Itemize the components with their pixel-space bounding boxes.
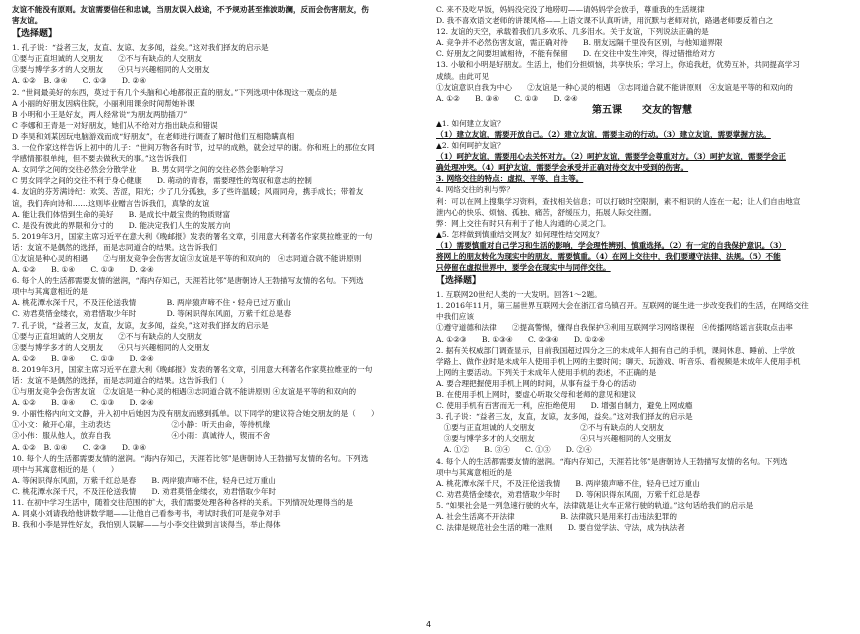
text-line: A. 女同学之间的交往必然会分散学业 B. 男女同学之间的交往必然会影响学习 [12, 165, 284, 175]
text-line: 6. 每个人的生活都需要友情的滋润，“海内存知己，天涯若比邻”是唐朝诗人王勃描写友情的名句。下列选 [12, 276, 364, 286]
text-line: 话：友谊不是偶然的选择，而是志同道合的结果。这告诉我们 [12, 242, 218, 252]
text-line: A. 社会生活离不开法律 B. 法律就只是用来打击违法犯罪的 [436, 512, 677, 522]
text-line: A. 能让我们体悟到生命的美好 B. 是成长中最宝贵的物质财富 [12, 209, 231, 219]
text-line: 害友谊。 [12, 16, 43, 26]
text-line: 泄内心的快乐、烦恼、孤独、痛苦，舒缓压力，拓展人际交往圈。 [436, 207, 657, 217]
text-line: C. 来不及吃早饭，妈妈没完没了地唠叨——请妈妈学会放手，尊重我的生活规律 [436, 5, 705, 14]
text-line: ①要与正直坦诚的人交朋友 ②不与有缺点的人交朋友 [436, 423, 664, 433]
text-line: C. 劝君莫惜金缕衣，劝君惜取少年时 D. 等闲识得东风面，万紫千红总是春 [436, 489, 701, 499]
text-line: 5. 2019年3月，国家主席习近平在意大利《晚邮报》发表的署名文章，引用意大利著名作家莫拉维亚的一句 [12, 231, 373, 241]
text-line: A. 要合理把握使用手机上网的时间，从事有益于身心的活动 [436, 378, 637, 388]
text-line: ①与朋友竞争会伤害友谊 ②友谊是一种心灵的相遇③志同道合就不能讲原则 ④友谊是平等的和双向的 [12, 387, 357, 397]
text-line: A. 同桌小刘请我给他讲数学题——让他自己看参考书，考试时我们可是竞争对手 [12, 509, 281, 519]
page-number: 4 [426, 620, 432, 629]
text-line: A. ①②③ B. ①③④ C. ②③④ D. ①②④ [436, 334, 605, 344]
text-line: 项中与其寓意相近的是 [436, 467, 512, 477]
text-line: A. ①② B. ①④ C. ①③ D. ②④ [12, 265, 154, 275]
text-line: C. 是没有彼此的界限和分寸的 D. 能决定我们人生的发展方向 [12, 220, 231, 230]
text-line: （1）呵护友谊，需要用心去关怀对方。（2）呵护友谊，需要学会尊重对方。（3）呵护友谊，需要学会正 [436, 152, 786, 162]
text-line: 4. 网络交往的利与弊？ [436, 185, 515, 195]
text-line: C. 桃花潭水深千尺，不及汪伦送我情 D. 劝君莫惜金缕衣，劝君惜取少年时 [12, 486, 277, 496]
text-line: 3. 一位作家这样告诉上初中的儿子：“世间万物各有时节，过早的成熟，就会过早的谢。你和班上的那位女同 [12, 143, 375, 153]
text-line: C. 好朋友之间要坦诚相待，不能有保留 D. 在交往中发生冲突，得过错推给对方 [436, 49, 716, 59]
text-line: ①遵守道德和法律 ②提高警惕，懂得自我保护③利用互联网学习网络课程 ④传播网络谣言获取点击率 [436, 323, 793, 333]
text-line: ③要与博学多才的人交朋友 ④只与兴趣相同的人交朋友 [12, 342, 210, 352]
text-line: A. 竞争并不必然伤害友谊，需正确对待 B. 朋友远隔千里没有区别，与他知道界限 [436, 38, 723, 48]
text-line: A. 桃花潭水深千尺，不及汪伦送我情 B. 两岸猿声啼不住・轻舟已过万重山 [12, 298, 291, 308]
text-line: C. 使用手机有百害而无一利，应拒绝使用 D. 增强自制力，避免上网成瘾 [436, 401, 693, 411]
text-line: 4. 友谊的芬芳满诗纪：欢笑、苦涩，阳光；少了几分孤独，多了些许温暖；风雨同舟，携手成长；带着友 [12, 187, 364, 197]
text-line: 9. 小丽性格内向文文静，升入初中后她因为没有朋友而感到孤单。以下同学的建议符合她交朋友的是（ ） [12, 409, 379, 419]
text-line: D 李昊和刘某因玩电脑游戏而成“好朋友”，在老师进行调查了解时他们互相隐瞒真相 [12, 131, 295, 141]
text-line: 成绩。由此可见 [436, 71, 490, 81]
text-line: 2. 据有关权威部门调查显示，目前我国超过四分之三的未成年人拥有自己的手机，课间休息、睡前、上学放 [436, 345, 795, 355]
text-line: 11. 在初中学习生活中，随着交往范围的扩大，我们需要处理各种各样的关系。下列情况处理得当的是 [12, 498, 354, 508]
text-line: 3. 网络交往的特点：虚拟、平等、自主等。 [436, 174, 584, 184]
text-line: B. 在使用手机上网时，要虚心听取父母和老师的意见和建议 [436, 390, 637, 399]
text-line: 项中与其寓意相近的是 [12, 287, 88, 297]
text-line: 将网上的朋友转化为现实中的朋友，需要慎重。（4）在网上交往中，我们要遵守法律、法规。（5）不能 [436, 251, 781, 261]
text-line: 2. “世间最美好的东西，莫过于有几个头脑和心地都很正直的朋友。”下列选项中体现这一观点的是 [12, 87, 337, 97]
text-line: ▲5. 怎样做到慎重结交网友？如何理性结交网友？ [436, 229, 604, 239]
text-line: 4. 每个人的生活都需要友情的滋润。“海内存知己，天涯若比邻”是唐朝诗人王勃描写友情的名句。下列选 [436, 456, 788, 466]
text-line: 1. 孔子说：“益者三友，友直、友谅、友多闻，益矣。”这对我们择友的启示是 [12, 43, 269, 53]
text-line: C. 劝君莫惜金缕衣，劝君惜取少年时 D. 等闲识得东风面，万紫千红总是春 [12, 309, 292, 319]
lesson-title: 第五课 交友的智慧 [592, 104, 692, 116]
text-line: 项中与其寓意相近的是（ ） [12, 464, 119, 474]
text-line: 友谊不能没有原则。友谊需要信任和忠诚，当朋友误入歧途，不予规劝甚至推波助澜，反而会伤害朋友，伤 [12, 5, 369, 14]
text-line: （1）需要慎重对自己学习和生活的影响，学会理性辨别、慎重选择。（2）有一定的自我保护意识。（3） [436, 240, 786, 250]
text-line: 中我们应该 [436, 312, 474, 322]
section-heading: 【选择题】 [436, 276, 482, 287]
text-line: 1. 互联网20世纪人类的一大发明。回答1～2题。 [436, 290, 602, 300]
text-line: 5. “如果社会是一列急速行驶的火车，法律就是让火车正常行驶的轨道。”这句话给我们的启示是 [436, 500, 754, 510]
section-heading: 【选择题】 [12, 29, 58, 40]
text-line: A. ①② B. ③④ C. ①③ D. ②④ [12, 76, 147, 86]
text-line: ①要与正直坦诚的人交朋友 ②不与有缺点的人交朋友 [12, 54, 202, 64]
text-line: 上网的主要活动。下列关于未成年人使用手机的表述，不正确的是 [436, 367, 657, 377]
text-line: C 男女同学之间的交往不利于身心健康 D. 萌动的青春，需要理性的驾驭和意志的控制 [12, 176, 312, 186]
text-line: 8. 2019年3月，国家主席习近平在意大利《晚邮报》发表的署名文章，引用意大利著名作家莫拉维亚的一句 [12, 364, 373, 374]
text-line: A. ①② B. ③④ C. ①③ D. ②④ [12, 353, 154, 363]
text-line: ▲1. 如何建立友谊？ [436, 118, 505, 128]
text-line: （1）建立友谊，需要开放自己。（2）建立友谊，需要主动的行动。（3）建立友谊，需要掌握方法。 [436, 129, 771, 139]
text-line: C 李娜和王青是一对好朋友，她们从不给对方指出缺点和错误 [12, 120, 218, 130]
text-line: 学路上、做作业时是未成年人使用手机上网的主要时间；聊天、玩游戏、听音乐、看视频是未成年人使用手机 [436, 356, 801, 366]
text-line: 只停留在虚拟世界中，要学会在现实中与同伴交往。 [436, 263, 611, 273]
text-line: ①要与正直坦诚的人交朋友 ②不与有缺点的人交朋友 [12, 331, 202, 341]
text-line: A 小丽的好朋友因病住院，小丽利用课余时间帮她补课 [12, 98, 195, 108]
text-line: A. 等闲识得东风面，万紫千红总是春 B. 两岸猿声啼不住，轻舟已过万重山 [12, 475, 276, 485]
text-line: ①友谊意识自我为中心 ②友谊是一种心灵的相遇 ③志同道合就不能讲原则 ④友谊是平等的和双向的 [436, 82, 793, 92]
text-line: 利：可以在网上搜集学习资料，查找相关信息；可以打破时空限制，素不相识的人连在一起；让人们自由地宣 [436, 196, 801, 206]
text-line: D. 我不喜欢语文老师的讲课风格——上语文课不认真听讲，用沉默与老师对抗，路遇老师要反着白之 [436, 16, 774, 26]
text-line: A. ①② B. ③④ C. ①③ D. ②④ [436, 445, 592, 455]
text-line: 10. 每个人的生活都需要友情的滋润。“海内存知己，天涯若比邻”是唐朝诗人王勃描写友情的名句。下列选 [12, 453, 369, 463]
text-line: 话：友谊不是偶然的选择，而是志同道合的结果。这告诉我们（ ） [12, 376, 248, 385]
text-line: B. 我和小李是异性好友，我怕别人误解——与小李交往做到言谈得当，举止得体 [12, 520, 281, 530]
text-line: 7. 孔子说，“益者三友，友直，友谅，友多闻，益矣，”这对我们择友的启示是 [12, 320, 269, 330]
text-line: ▲2. 如何呵护友谊？ [436, 141, 505, 151]
text-line: ③小伟：服从他人，放弃自我 ④小雨：真诚待人，锲而不舍 [12, 431, 271, 441]
text-line: ①小文：敞开心扉，主动表达 ②小静：听天由命，等待机缘 [12, 420, 271, 430]
text-line: 1. 2016年11月，第三届世界互联网大会在浙江省乌镇召开。互联网的诞生进一步改变我们的生活，在网络交往 [436, 301, 809, 311]
left-column [12, 4, 424, 530]
text-line: 确处理冲突。（4）呵护友谊，需要学会承受并正确对待交友中受到的伤害。 [436, 163, 689, 173]
text-line: C. 法律是规范社会生活的唯一准则 D. 要自觉学法、守法，成为执法者 [436, 523, 685, 533]
right-column [436, 4, 848, 533]
text-line: A. ①② B. ③④ C. ①③ D. ②④ [436, 93, 578, 103]
text-line: ①友谊是种心灵的相遇 ②与朋友竞争会伤害友谊③友谊是平等的和双向的 ④志同道合就不能讲原则 [12, 253, 362, 263]
text-line: A. 桃花潭水深千尺，不及汪伦送我情 B. 两岸猿声啼不住，轻舟已过万重山 [436, 478, 700, 488]
text-line: 学感情都很单纯，但不要去做秋天的事。”这告诉我们 [12, 154, 187, 164]
text-line: 弊：网上交往有时只有利于了他人沟通的心灵之门。 [436, 218, 611, 228]
text-line: B 小明和小王是好友，两人经常说“为朋友两肋插刀” [12, 109, 188, 119]
text-line: 3. 孔子说：“益者三友，友直，友谅，友多闻，益矣。”这对我们择友的启示是 [436, 412, 693, 422]
text-line: A. ①② B. ①④ C. ②③ D. ③④ [12, 442, 147, 452]
text-line: 谊，我们奔向诗和……这则毕业赠言告诉我们，真挚的友谊 [12, 198, 210, 208]
text-line: 13. 小敏和小明是好朋友。生活上，他们分担烦恼，共享快乐；学习上，你追我赶，优势互补，共同提高学习 [436, 60, 800, 70]
text-line: A. ①② B. ③④ C. ①③ D. ②④ [12, 398, 154, 408]
text-line: 12. 友谊的天空，承载着我们几多欢乐、几多泪水。关于友谊，下列说法正确的是 [436, 27, 709, 37]
text-line: ③要与博学多才的人交朋友 ④只与兴趣相同的人交朋友 [436, 434, 672, 444]
text-line: ③要与博学多才的人交朋友 ④只与兴趣相同的人交朋友 [12, 65, 210, 75]
